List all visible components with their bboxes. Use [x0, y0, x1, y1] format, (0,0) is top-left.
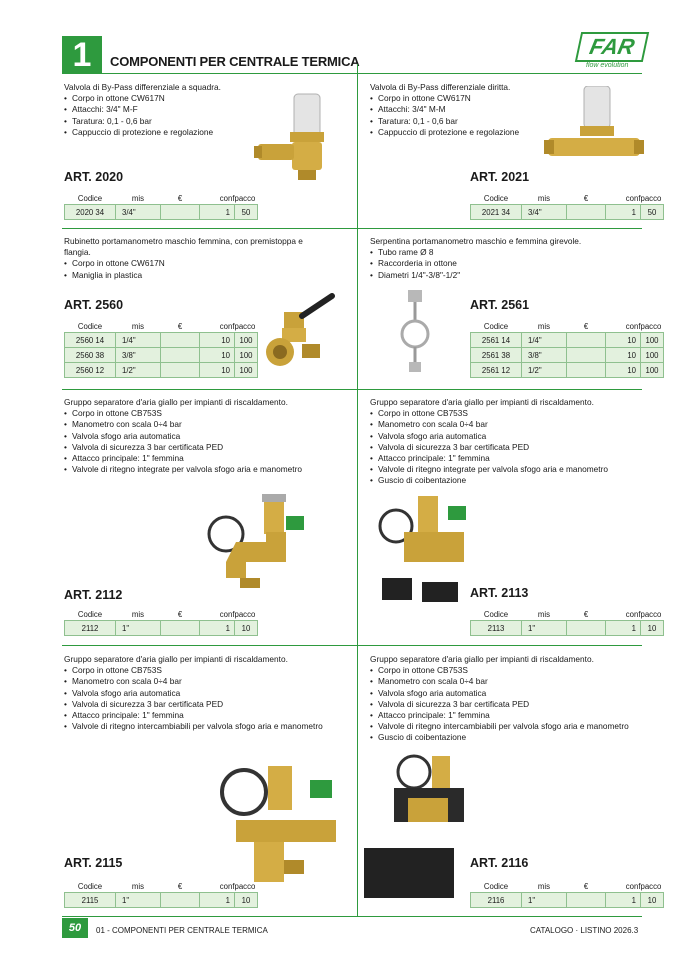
feature-bullet: • Maniglia in plastica — [64, 270, 319, 281]
product-description — [370, 82, 545, 138]
table-cell — [161, 333, 200, 348]
table-header-cell: pacco — [640, 609, 662, 619]
air-separator-2116-image — [360, 752, 468, 906]
table-header-cell: Codice — [483, 193, 509, 203]
article-number: ART. 2113 — [470, 586, 529, 600]
table-header-cell: mis — [131, 609, 145, 619]
article-number: ART. 2561 — [470, 298, 530, 312]
product-intro: Serpentina portamanometro maschio e femmina girevole. — [370, 236, 582, 246]
table-header-cell: € — [177, 193, 183, 203]
feature-bullet: • Corpo in ottone CB753S — [370, 665, 655, 676]
feature-bullet: • Manometro con scala 0÷4 bar — [370, 676, 655, 687]
table-header-cell: mis — [537, 193, 551, 203]
table-header-cell: conf — [219, 609, 235, 619]
product-intro: Gruppo separatore d'aria giallo per impianti di riscaldamento. — [370, 397, 594, 407]
table-cell: 10 — [641, 621, 664, 636]
bypass-straight-valve-image — [544, 86, 644, 170]
table-header-cell: pacco — [640, 193, 662, 203]
price-table — [470, 608, 664, 636]
table-cell: 10 — [235, 893, 258, 908]
price-table — [64, 608, 258, 636]
feature-bullet: • Valvola di sicurezza 3 bar certificata PED — [370, 699, 655, 710]
feature-bullet: • Valvola di sicurezza 3 bar certificata PED — [64, 442, 349, 453]
feature-bullet: • Valvole di ritegno intercambiabili per valvola sfogo aria e manometro — [370, 721, 655, 732]
table-cell — [567, 893, 606, 908]
table-cell: 1/4" — [116, 333, 161, 348]
row-divider-2 — [62, 389, 642, 390]
table-cell: 1/4" — [522, 333, 567, 348]
feature-bullet: • Attacchi: 3/4" M-F — [64, 104, 239, 115]
table-header-cell: € — [177, 609, 183, 619]
feature-bullet: • Attacchi: 3/4" M-M — [370, 104, 545, 115]
table-cell — [567, 333, 606, 348]
table-header-cell: mis — [131, 193, 145, 203]
feature-bullet: • Corpo in ottone CB753S — [64, 665, 349, 676]
gauge-cock-image — [262, 292, 344, 368]
table-header-cell: conf — [625, 321, 641, 331]
product-description — [64, 654, 349, 732]
table-cell — [161, 893, 200, 908]
table-cell — [161, 205, 200, 220]
table-cell: 100 — [235, 363, 258, 378]
table-header-cell: Codice — [77, 609, 103, 619]
table-header-cell: mis — [131, 881, 145, 891]
footer-rule — [62, 916, 642, 917]
article-number: ART. 2560 — [64, 298, 124, 312]
table-header-cell: Codice — [77, 193, 103, 203]
table-cell: 2561 14 — [471, 333, 522, 348]
feature-bullet: • Attacco principale: 1" femmina — [370, 710, 655, 721]
table-cell: 10 — [641, 893, 664, 908]
table-cell: 10 — [606, 333, 641, 348]
table-cell: 2561 38 — [471, 348, 522, 363]
product-intro: Valvola di By-Pass differenziale a squadra. — [64, 82, 221, 92]
logo-tagline: flow evolution — [586, 62, 629, 69]
feature-bullet: • Valvole di ritegno intercambiabili per valvola sfogo aria e manometro — [64, 721, 349, 732]
feature-bullet: • Manometro con scala 0÷4 bar — [370, 419, 655, 430]
product-intro: Gruppo separatore d'aria giallo per impianti di riscaldamento. — [64, 654, 288, 664]
table-cell: 2116 — [471, 893, 522, 908]
air-separator-2113-image — [374, 486, 474, 606]
table-cell: 100 — [235, 333, 258, 348]
feature-bullet: • Attacco principale: 1" femmina — [64, 710, 349, 721]
table-cell: 2112 — [65, 621, 116, 636]
table-header-cell: Codice — [77, 881, 103, 891]
table-cell: 100 — [235, 348, 258, 363]
header-rule — [62, 73, 642, 74]
feature-bullet: • Manometro con scala 0÷4 bar — [64, 419, 349, 430]
table-cell: 3/4" — [116, 205, 161, 220]
table-row — [471, 363, 664, 378]
product-description — [370, 236, 625, 281]
table-header-cell: conf — [625, 609, 641, 619]
table-cell: 2560 38 — [65, 348, 116, 363]
table-cell — [161, 621, 200, 636]
table-cell: 1 — [200, 205, 235, 220]
table-row — [65, 363, 258, 378]
table-header-cell: mis — [537, 609, 551, 619]
table-cell: 100 — [641, 348, 664, 363]
table-cell: 2113 — [471, 621, 522, 636]
table-row — [471, 893, 664, 908]
table-cell: 2560 14 — [65, 333, 116, 348]
footer-catalog-label: CATALOGO · LISTINO 2026.3 — [530, 926, 639, 935]
table-header-cell: Codice — [483, 321, 509, 331]
table-row — [471, 205, 664, 220]
table-header-cell: € — [177, 881, 183, 891]
product-description — [370, 397, 655, 487]
table-cell — [161, 348, 200, 363]
product-intro: Gruppo separatore d'aria giallo per impianti di riscaldamento. — [370, 654, 594, 664]
table-cell: 100 — [641, 333, 664, 348]
article-number: ART. 2116 — [470, 856, 529, 870]
page-number: 50 — [62, 918, 88, 938]
feature-bullet: • Attacco principale: 1" femmina — [64, 453, 349, 464]
feature-bullet: • Cappuccio di protezione e regolazione — [64, 127, 239, 138]
table-cell: 10 — [200, 348, 235, 363]
table-cell: 1" — [116, 893, 161, 908]
product-description — [64, 82, 239, 138]
price-table — [470, 320, 664, 378]
column-divider — [357, 64, 358, 916]
product-description — [64, 236, 319, 281]
table-row — [65, 333, 258, 348]
article-number: ART. 2112 — [64, 588, 123, 602]
table-cell: 1 — [200, 893, 235, 908]
article-number: ART. 2115 — [64, 856, 123, 870]
table-header-cell: conf — [219, 193, 235, 203]
product-intro: Gruppo separatore d'aria giallo per impianti di riscaldamento. — [64, 397, 288, 407]
table-cell: 50 — [641, 205, 664, 220]
table-cell: 10 — [235, 621, 258, 636]
footer-section-label: 01 - COMPONENTI PER CENTRALE TERMICA — [96, 926, 268, 935]
table-header-cell: pacco — [234, 881, 256, 891]
feature-bullet: • Attacco principale: 1" femmina — [370, 453, 655, 464]
table-header-cell: pacco — [640, 321, 662, 331]
table-row — [65, 205, 258, 220]
table-cell: 10 — [606, 363, 641, 378]
feature-bullet: • Valvola di sicurezza 3 bar certificata PED — [370, 442, 655, 453]
feature-bullet: • Manometro con scala 0÷4 bar — [64, 676, 349, 687]
feature-bullet: • Valvole di ritegno integrate per valvola sfogo aria e manometro — [64, 464, 349, 475]
table-cell: 3/4" — [522, 205, 567, 220]
section-number-badge: 1 — [62, 36, 102, 74]
article-number: ART. 2020 — [64, 170, 124, 184]
table-header-cell: mis — [537, 881, 551, 891]
table-cell — [567, 348, 606, 363]
air-separator-2112-image — [206, 492, 312, 592]
feature-bullet: • Corpo in ottone CW617N — [64, 258, 319, 269]
section-title: COMPONENTI PER CENTRALE TERMICA — [110, 54, 360, 69]
table-cell: 1" — [522, 621, 567, 636]
table-header-cell: conf — [625, 193, 641, 203]
price-table — [64, 320, 258, 378]
table-cell: 2020 34 — [65, 205, 116, 220]
table-header-cell: conf — [219, 881, 235, 891]
feature-bullet: • Corpo in ottone CB753S — [64, 408, 349, 419]
feature-bullet: • Diametri 1/4"-3/8"-1/2" — [370, 270, 625, 281]
article-number: ART. 2021 — [470, 170, 530, 184]
feature-bullet: • Corpo in ottone CW617N — [370, 93, 545, 104]
air-separator-2115-image — [214, 760, 344, 900]
feature-bullet: • Valvola sfogo aria automatica — [370, 431, 655, 442]
price-table — [64, 192, 258, 220]
price-table — [470, 880, 664, 908]
table-cell: 2560 12 — [65, 363, 116, 378]
table-cell — [161, 363, 200, 378]
far-logo: FAR — [575, 32, 649, 62]
feature-bullet: • Corpo in ottone CB753S — [370, 408, 655, 419]
table-cell: 2021 34 — [471, 205, 522, 220]
feature-bullet: • Valvola di sicurezza 3 bar certificata PED — [64, 699, 349, 710]
table-header-cell: mis — [131, 321, 145, 331]
table-row — [471, 348, 664, 363]
price-table — [470, 192, 664, 220]
table-header-cell: pacco — [640, 881, 662, 891]
table-cell: 1 — [606, 621, 641, 636]
table-cell — [567, 363, 606, 378]
table-row — [65, 348, 258, 363]
feature-bullet: • Valvole di ritegno integrate per valvola sfogo aria e manometro — [370, 464, 655, 475]
table-cell — [567, 205, 606, 220]
table-cell: 10 — [200, 363, 235, 378]
feature-bullet: • Valvola sfogo aria automatica — [64, 431, 349, 442]
table-header-cell: € — [583, 321, 589, 331]
feature-bullet: • Corpo in ottone CW617N — [64, 93, 239, 104]
table-header-cell: conf — [625, 881, 641, 891]
table-header-cell: € — [583, 193, 589, 203]
table-cell: 1 — [606, 893, 641, 908]
feature-bullet: • Guscio di coibentazione — [370, 475, 655, 486]
feature-bullet: • Tubo rame Ø 8 — [370, 247, 625, 258]
table-cell: 1/2" — [116, 363, 161, 378]
table-header-cell: € — [177, 321, 183, 331]
table-header-cell: Codice — [483, 881, 509, 891]
table-header-cell: € — [583, 881, 589, 891]
product-description — [64, 397, 349, 475]
table-cell — [567, 621, 606, 636]
table-header-cell: conf — [219, 321, 235, 331]
table-cell: 3/8" — [522, 348, 567, 363]
row-divider-3 — [62, 645, 642, 646]
table-row — [65, 621, 258, 636]
product-intro: Rubinetto portamanometro maschio femmina, con premistoppa e flangia. — [64, 236, 303, 258]
feature-bullet: • Raccorderia in ottone — [370, 258, 625, 269]
table-header-cell: Codice — [483, 609, 509, 619]
feature-bullet: • Valvola sfogo aria automatica — [64, 688, 349, 699]
table-cell: 1 — [200, 621, 235, 636]
feature-bullet: • Taratura: 0,1 - 0,6 bar — [370, 116, 545, 127]
table-row — [471, 621, 664, 636]
table-header-cell: pacco — [234, 609, 256, 619]
table-cell: 2115 — [65, 893, 116, 908]
product-intro: Valvola di By-Pass differenziale diritta. — [370, 82, 511, 92]
feature-bullet: • Guscio di coibentazione — [370, 732, 655, 743]
table-cell: 10 — [606, 348, 641, 363]
table-cell: 100 — [641, 363, 664, 378]
table-cell: 1" — [116, 621, 161, 636]
table-cell: 1" — [522, 893, 567, 908]
table-cell: 50 — [235, 205, 258, 220]
gauge-siphon-image — [394, 290, 436, 374]
bypass-angle-valve-image — [252, 92, 342, 182]
feature-bullet: • Valvola sfogo aria automatica — [370, 688, 655, 699]
table-header-cell: Codice — [77, 321, 103, 331]
table-cell: 10 — [200, 333, 235, 348]
table-cell: 1/2" — [522, 363, 567, 378]
table-header-cell: pacco — [234, 193, 256, 203]
table-cell: 3/8" — [116, 348, 161, 363]
table-cell: 2561 12 — [471, 363, 522, 378]
feature-bullet: • Cappuccio di protezione e regolazione — [370, 127, 545, 138]
table-header-cell: pacco — [234, 321, 256, 331]
row-divider-1 — [62, 228, 642, 229]
table-row — [471, 333, 664, 348]
feature-bullet: • Taratura: 0,1 - 0,6 bar — [64, 116, 239, 127]
table-cell: 1 — [606, 205, 641, 220]
table-header-cell: mis — [537, 321, 551, 331]
table-header-cell: € — [583, 609, 589, 619]
product-description — [370, 654, 655, 744]
